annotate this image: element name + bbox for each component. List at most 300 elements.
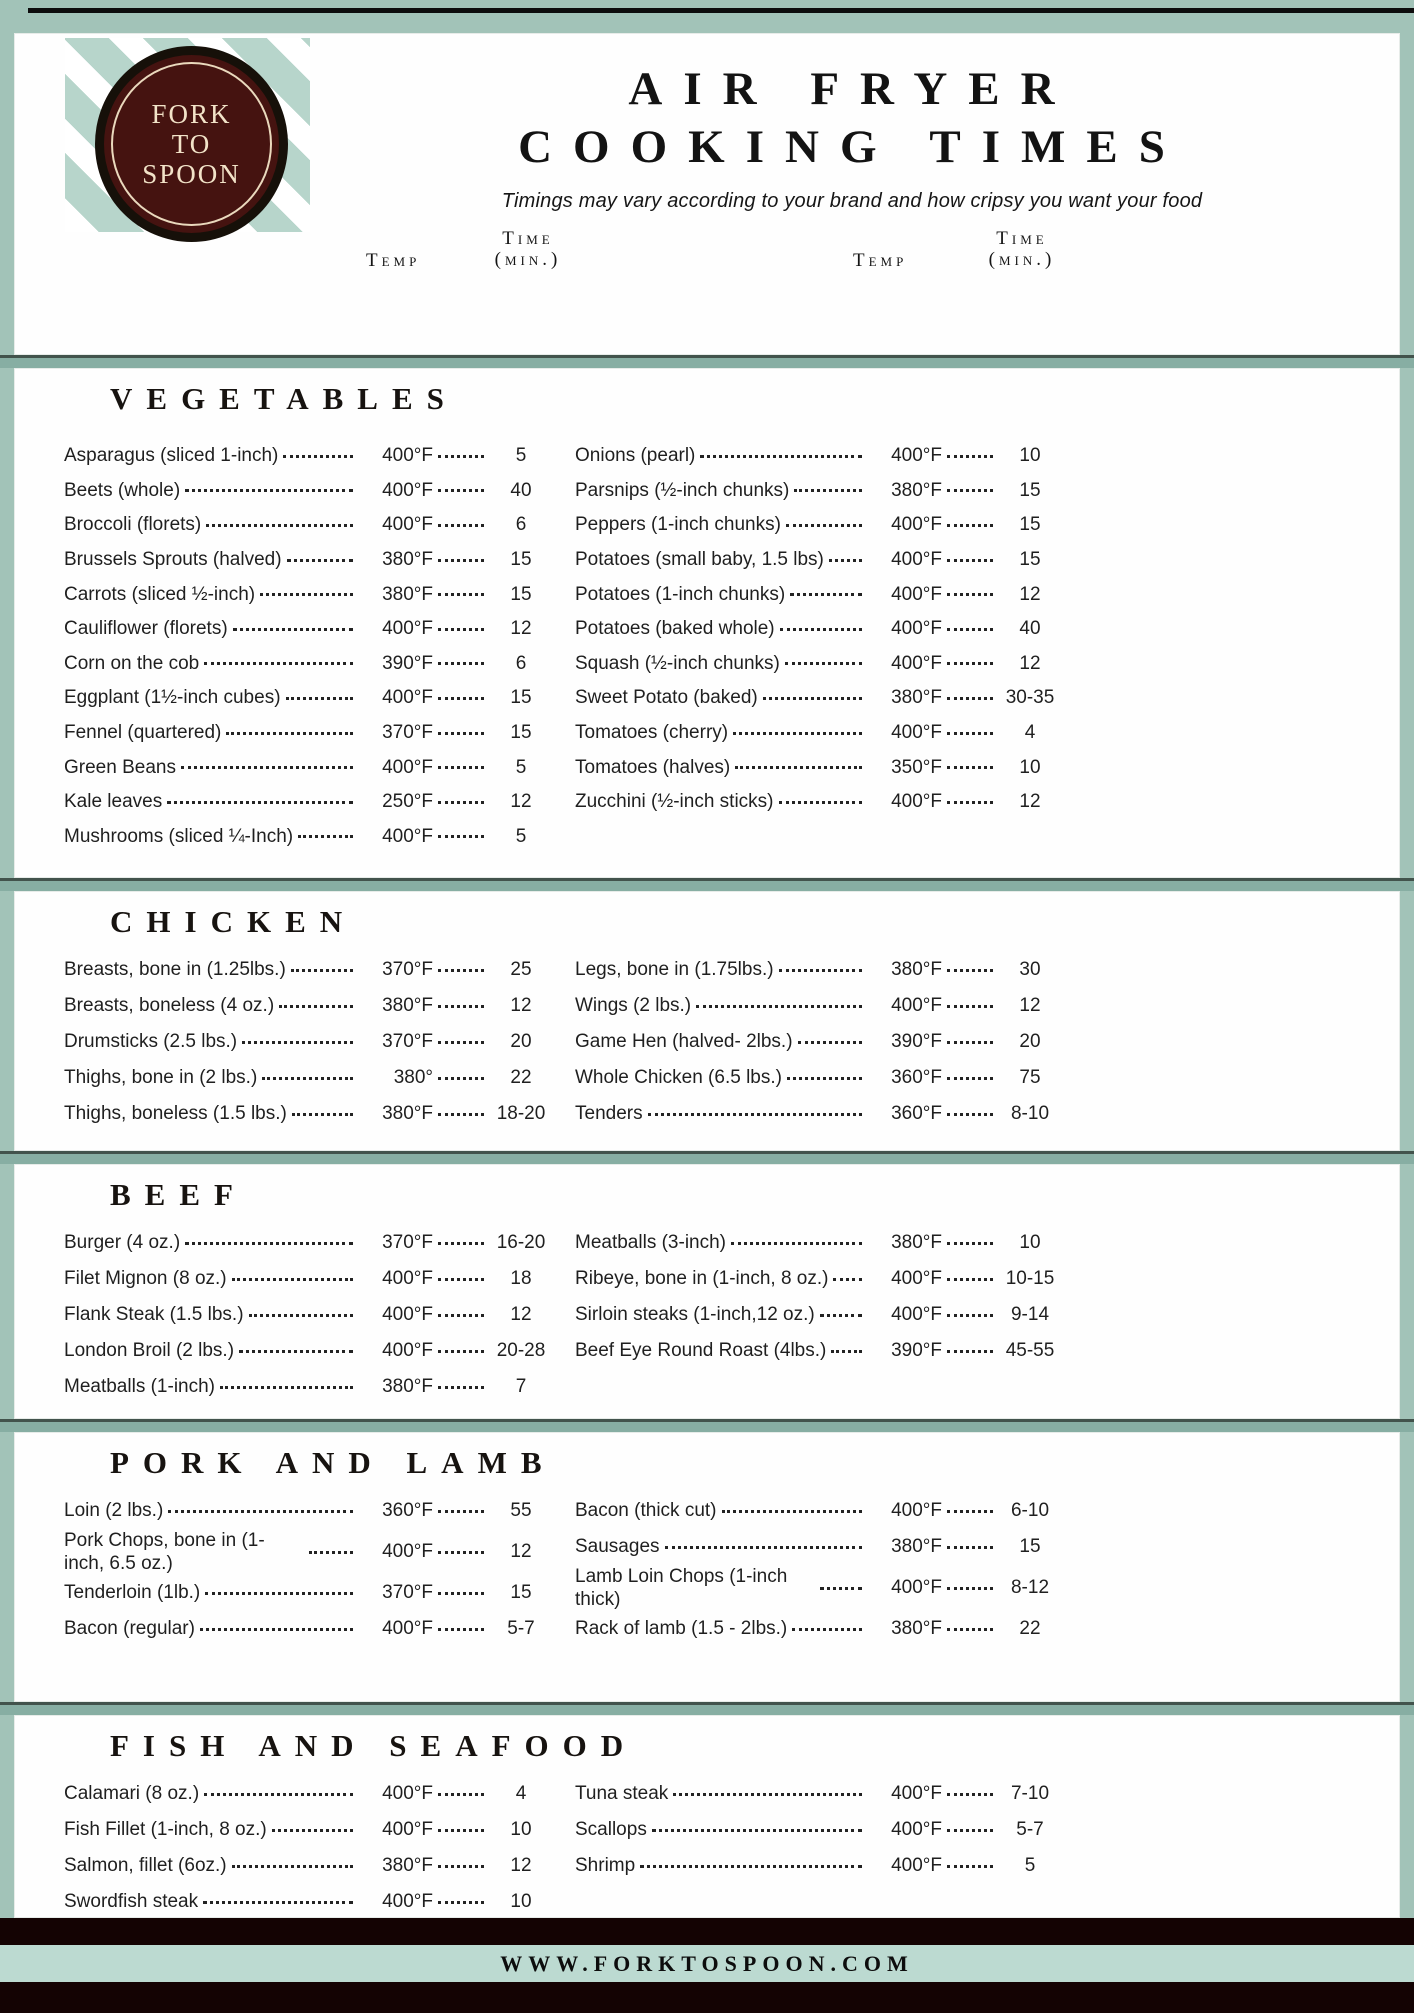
logo-text: [142, 99, 241, 190]
leader-dots-icon: [185, 489, 353, 492]
leader-dots-icon: [779, 969, 862, 972]
food-row: [575, 543, 1061, 578]
food-row: [575, 785, 1061, 820]
food-name: Zucchini (½-inch sticks): [575, 791, 774, 813]
food-time: 12: [510, 1304, 532, 1325]
food-row: [575, 612, 1061, 647]
food-time: 10: [510, 1819, 532, 1840]
food-row: [575, 1812, 1061, 1848]
leader-dots-icon: [947, 628, 993, 631]
food-temp: 390°F: [891, 1031, 942, 1052]
food-row: [64, 1261, 552, 1297]
leader-dots-icon: [947, 662, 993, 665]
title-block: [329, 61, 1375, 213]
leader-dots-icon: [438, 489, 484, 492]
leader-dots-icon: [438, 524, 484, 527]
food-name: Potatoes (1-inch chunks): [575, 583, 786, 605]
food-row: [64, 474, 552, 509]
column-header-temp-right: Temp: [853, 250, 908, 271]
food-time: 20: [510, 1031, 532, 1052]
leader-dots-icon: [260, 593, 353, 596]
food-temp: 370°F: [382, 959, 433, 980]
leader-dots-icon: [438, 1041, 484, 1044]
page-title-line1: AIR FRYER: [628, 63, 1076, 115]
food-row: [575, 988, 1061, 1024]
food-name: Beets (whole): [64, 479, 181, 501]
food-temp: 400°F: [891, 1819, 942, 1840]
food-column-left: [64, 1776, 552, 1920]
food-time: 5: [515, 756, 527, 778]
food-column-right: [575, 1776, 1061, 1884]
food-name: Eggplant (1½-inch cubes): [64, 687, 281, 709]
food-time: 10: [510, 1891, 532, 1912]
food-time: 15: [510, 722, 532, 744]
food-name: Swordfish steak: [64, 1891, 199, 1912]
section-divider: [0, 1702, 1414, 1715]
leader-dots-icon: [206, 524, 353, 527]
time-unit-label: (min.): [494, 249, 562, 270]
food-name: Squash (½-inch chunks): [575, 652, 780, 674]
food-time: 6: [515, 514, 527, 536]
food-name: Thighs, bone in (2 lbs.): [64, 1067, 258, 1088]
food-time: 12: [510, 791, 532, 813]
header-panel: [14, 33, 1400, 355]
leader-dots-icon: [798, 1041, 862, 1044]
food-name: Bacon (regular): [64, 1618, 195, 1640]
food-temp: 400°F: [382, 756, 433, 778]
food-time: 22: [1019, 1618, 1041, 1640]
page-title-line2: COOKING TIMES: [518, 120, 1186, 173]
food-temp: 400°F: [891, 791, 942, 813]
leader-dots-icon: [947, 1314, 993, 1317]
food-row: [575, 952, 1061, 988]
food-name: Sweet Potato (baked): [575, 687, 758, 709]
section-title: CHICKEN: [110, 904, 357, 939]
time-label: Time: [502, 228, 554, 249]
food-name: Wings (2 lbs.): [575, 995, 692, 1016]
food-temp: 380°: [393, 1067, 433, 1088]
leader-dots-icon: [947, 1587, 993, 1590]
food-temp: 400°F: [382, 479, 433, 501]
food-temp: 400°F: [891, 1855, 942, 1876]
food-name: Peppers (1-inch chunks): [575, 514, 781, 536]
food-time: 55: [510, 1500, 532, 1521]
food-time: 16-20: [496, 1232, 546, 1253]
food-row: [575, 647, 1061, 682]
food-temp: 400°F: [891, 1304, 942, 1325]
footer-dark-bar: [0, 1982, 1414, 2013]
leader-dots-icon: [279, 1005, 353, 1008]
food-row: [575, 508, 1061, 543]
leader-dots-icon: [438, 1113, 484, 1116]
leader-dots-icon: [438, 969, 484, 972]
food-time: 5: [515, 445, 527, 467]
food-name: Sirloin steaks (1-inch,12 oz.): [575, 1304, 815, 1325]
food-row: [64, 750, 552, 785]
food-temp: 360°F: [382, 1500, 433, 1521]
column-header-temp-left: Temp: [366, 250, 421, 271]
section-chicken: [14, 891, 1400, 1151]
food-time: 10-15: [1005, 1268, 1055, 1289]
leader-dots-icon: [779, 801, 863, 804]
leader-dots-icon: [438, 455, 484, 458]
food-name: Broccoli (florets): [64, 514, 202, 536]
food-temp: 400°F: [891, 1577, 942, 1599]
food-row: [575, 1297, 1061, 1333]
food-time: 12: [510, 1541, 532, 1563]
food-name: Shrimp: [575, 1855, 636, 1876]
food-column-right: [575, 1493, 1061, 1647]
food-name: Tomatoes (cherry): [575, 722, 729, 744]
food-row: [575, 681, 1061, 716]
food-time: 8-12: [1010, 1577, 1050, 1599]
food-time: 5-7: [507, 1618, 535, 1640]
food-time: 15: [1019, 479, 1041, 501]
food-name: Flank Steak (1.5 lbs.): [64, 1304, 244, 1325]
leader-dots-icon: [167, 801, 353, 804]
footer-band: [0, 1945, 1414, 1982]
section-pork-and-lamb: [14, 1432, 1400, 1702]
food-name: Breasts, bone in (1.25lbs.): [64, 959, 286, 980]
leader-dots-icon: [947, 524, 993, 527]
food-name: Potatoes (baked whole): [575, 618, 775, 640]
food-row: [64, 1493, 552, 1529]
food-name: Legs, bone in (1.75lbs.): [575, 959, 774, 980]
food-time: 30-35: [1005, 687, 1055, 709]
food-time: 75: [1019, 1067, 1041, 1088]
logo-line: FORK: [151, 98, 232, 129]
leader-dots-icon: [438, 1242, 484, 1245]
food-column-right: [575, 439, 1061, 820]
food-row: [64, 1575, 552, 1611]
food-name: London Broil (2 lbs.): [64, 1340, 235, 1361]
leader-dots-icon: [438, 628, 484, 631]
leader-dots-icon: [181, 766, 353, 769]
food-time: 15: [510, 1582, 532, 1604]
leader-dots-icon: [286, 697, 353, 700]
leader-dots-icon: [283, 455, 353, 458]
leader-dots-icon: [733, 732, 862, 735]
food-name: Lamb Loin Chops (1-inch thick): [575, 1566, 788, 1611]
website-url: WWW.FORKTOSPOON.COM: [500, 1950, 914, 1976]
food-column-right: [575, 1225, 1061, 1369]
leader-dots-icon: [947, 801, 993, 804]
logo-oval: [95, 46, 288, 242]
food-temp: 400°F: [382, 825, 433, 847]
leader-dots-icon: [640, 1865, 862, 1868]
food-time: 15: [510, 549, 532, 571]
food-name: Corn on the cob: [64, 652, 200, 674]
leader-dots-icon: [262, 1077, 353, 1080]
leader-dots-icon: [292, 1113, 353, 1116]
food-time: 20: [1019, 1031, 1041, 1052]
leader-dots-icon: [438, 766, 484, 769]
leader-dots-icon: [438, 1510, 484, 1513]
food-column-left: [64, 1493, 552, 1647]
food-row: [575, 474, 1061, 509]
food-row: [64, 1333, 552, 1369]
time-unit-label: (min.): [988, 249, 1056, 270]
column-header-time-right: [956, 228, 1088, 270]
section-divider: [0, 1151, 1414, 1164]
leader-dots-icon: [438, 593, 484, 596]
food-row: [64, 508, 552, 543]
leader-dots-icon: [947, 1510, 993, 1513]
food-time: 4: [515, 1783, 527, 1804]
food-name: Breasts, boneless (4 oz.): [64, 995, 275, 1016]
food-row: [64, 439, 552, 474]
food-temp: 390°F: [382, 652, 433, 674]
leader-dots-icon: [947, 1077, 993, 1080]
food-row: [64, 1848, 552, 1884]
food-name: Filet Mignon (8 oz.): [64, 1268, 227, 1289]
food-name: Kale leaves: [64, 791, 163, 813]
food-row: [64, 1024, 552, 1060]
food-time: 12: [510, 1855, 532, 1876]
food-row: [64, 1096, 552, 1132]
food-row: [64, 1611, 552, 1647]
food-row: [64, 952, 552, 988]
food-row: [64, 1776, 552, 1812]
section-title: PORK AND LAMB: [110, 1445, 556, 1480]
food-temp: 360°F: [891, 1103, 942, 1124]
leader-dots-icon: [947, 732, 993, 735]
food-time: 30: [1019, 959, 1041, 980]
leader-dots-icon: [438, 1005, 484, 1008]
leader-dots-icon: [735, 766, 862, 769]
leader-dots-icon: [438, 1314, 484, 1317]
footer: [0, 1918, 1414, 2013]
food-temp: 380°F: [891, 1232, 942, 1253]
food-temp: 380°F: [382, 583, 433, 605]
food-temp: 370°F: [382, 1031, 433, 1052]
leader-dots-icon: [947, 697, 993, 700]
food-name: Game Hen (halved- 2lbs.): [575, 1031, 793, 1052]
leader-dots-icon: [665, 1546, 862, 1549]
food-row: [64, 1369, 552, 1405]
leader-dots-icon: [272, 1829, 353, 1832]
food-temp: 400°F: [382, 1340, 433, 1361]
food-temp: 400°F: [382, 1304, 433, 1325]
leader-dots-icon: [239, 1350, 353, 1353]
food-temp: 400°F: [891, 618, 942, 640]
food-name: Meatballs (1-inch): [64, 1376, 215, 1397]
food-temp: 380°F: [891, 479, 942, 501]
food-temp: 400°F: [891, 1268, 942, 1289]
food-time: 25: [510, 959, 532, 980]
leader-dots-icon: [204, 662, 353, 665]
leader-dots-icon: [790, 593, 862, 596]
leader-dots-icon: [438, 662, 484, 665]
footer-dark-bar: [0, 1918, 1414, 1945]
food-temp: 370°F: [382, 1582, 433, 1604]
leader-dots-icon: [220, 1386, 353, 1389]
food-name: Brussels Sprouts (halved): [64, 549, 282, 571]
food-time: 5: [1024, 1855, 1036, 1876]
leader-dots-icon: [792, 1628, 862, 1631]
logo-line: TO: [171, 128, 212, 159]
leader-dots-icon: [205, 1592, 353, 1595]
leader-dots-icon: [438, 835, 484, 838]
food-row: [64, 1060, 552, 1096]
leader-dots-icon: [947, 1242, 993, 1245]
food-temp: 400°F: [382, 445, 433, 467]
food-temp: 400°F: [891, 652, 942, 674]
food-row: [575, 1529, 1061, 1565]
food-time: 40: [510, 479, 532, 501]
food-temp: 400°F: [382, 514, 433, 536]
leader-dots-icon: [947, 559, 993, 562]
food-row: [64, 647, 552, 682]
food-column-left: [64, 952, 552, 1132]
leader-dots-icon: [438, 1793, 484, 1796]
column-header-time-left: [462, 228, 594, 270]
food-time: 6: [515, 652, 527, 674]
food-time: 12: [510, 618, 532, 640]
leader-dots-icon: [438, 1551, 484, 1554]
food-temp: 250°F: [382, 791, 433, 813]
food-time: 15: [510, 583, 532, 605]
food-name: Tenderloin (1lb.): [64, 1582, 201, 1604]
food-row: [64, 820, 552, 855]
leader-dots-icon: [947, 455, 993, 458]
food-time: 5-7: [1016, 1819, 1044, 1840]
top-rule: [28, 8, 1414, 13]
food-row: [575, 1848, 1061, 1884]
leader-dots-icon: [947, 1113, 993, 1116]
food-name: Parsnips (½-inch chunks): [575, 479, 790, 501]
leader-dots-icon: [700, 455, 862, 458]
leader-dots-icon: [947, 1793, 993, 1796]
food-name: Calamari (8 oz.): [64, 1783, 200, 1804]
food-time: 18: [510, 1268, 532, 1289]
food-time: 22: [510, 1067, 532, 1088]
food-row: [575, 1225, 1061, 1261]
food-time: 40: [1019, 618, 1041, 640]
leader-dots-icon: [763, 697, 862, 700]
food-time: 15: [510, 687, 532, 709]
food-row: [575, 750, 1061, 785]
food-time: 9-14: [1010, 1304, 1050, 1325]
leader-dots-icon: [947, 593, 993, 596]
food-name: Green Beans: [64, 756, 176, 778]
section-title: VEGETABLES: [110, 381, 458, 416]
food-name: Beef Eye Round Roast (4lbs.): [575, 1340, 827, 1361]
food-time: 12: [1019, 652, 1041, 674]
section-title: BEEF: [110, 1177, 247, 1212]
food-name: Scallops: [575, 1819, 647, 1840]
leader-dots-icon: [287, 559, 353, 562]
leader-dots-icon: [833, 1278, 862, 1281]
fork-to-spoon-logo: [65, 38, 310, 232]
food-name: Thighs, boneless (1.5 lbs.): [64, 1103, 287, 1124]
leader-dots-icon: [696, 1005, 862, 1008]
food-name: Drumsticks (2.5 lbs.): [64, 1031, 238, 1052]
leader-dots-icon: [648, 1113, 862, 1116]
leader-dots-icon: [652, 1829, 862, 1832]
leader-dots-icon: [820, 1314, 862, 1317]
food-temp: 370°F: [382, 1232, 433, 1253]
food-name: Salmon, fillet (6oz.): [64, 1855, 227, 1876]
food-row: [575, 1493, 1061, 1529]
food-name: Asparagus (sliced 1-inch): [64, 445, 279, 467]
food-time: 10: [1019, 445, 1041, 467]
food-temp: 400°F: [891, 549, 942, 571]
leader-dots-icon: [947, 1278, 993, 1281]
food-row: [575, 1565, 1061, 1611]
food-temp: 400°F: [382, 1819, 433, 1840]
food-temp: 390°F: [891, 1340, 942, 1361]
time-label: Time: [996, 228, 1048, 249]
leader-dots-icon: [168, 1510, 353, 1513]
leader-dots-icon: [226, 732, 353, 735]
section-divider: [0, 355, 1414, 368]
food-name: Onions (pearl): [575, 445, 696, 467]
leader-dots-icon: [947, 1865, 993, 1868]
food-temp: 400°F: [382, 1268, 433, 1289]
food-temp: 400°F: [382, 1783, 433, 1804]
section-divider: [0, 1419, 1414, 1432]
leader-dots-icon: [249, 1314, 353, 1317]
leader-dots-icon: [438, 1829, 484, 1832]
leader-dots-icon: [947, 1628, 993, 1631]
top-border: [0, 0, 1414, 33]
leader-dots-icon: [947, 1005, 993, 1008]
leader-dots-icon: [233, 628, 353, 631]
food-temp: 350°F: [891, 756, 942, 778]
food-time: 8-10: [1010, 1103, 1050, 1124]
food-row: [64, 1225, 552, 1261]
food-temp: 400°F: [891, 722, 942, 744]
disclaimer-text: Timings may vary according to your brand and how cripsy you want your food: [501, 189, 1203, 212]
food-row: [575, 577, 1061, 612]
leader-dots-icon: [947, 1546, 993, 1549]
leader-dots-icon: [438, 697, 484, 700]
food-column-left: [64, 439, 552, 854]
food-temp: 400°F: [891, 514, 942, 536]
food-time: 7: [515, 1376, 527, 1397]
leader-dots-icon: [438, 1592, 484, 1595]
leader-dots-icon: [438, 1628, 484, 1631]
food-temp: 380°F: [382, 1376, 433, 1397]
food-row: [575, 1776, 1061, 1812]
leader-dots-icon: [947, 1829, 993, 1832]
food-name: Potatoes (small baby, 1.5 lbs): [575, 549, 824, 571]
food-time: 12: [1019, 791, 1041, 813]
food-column-right: [575, 952, 1061, 1132]
food-temp: 380°F: [382, 549, 433, 571]
food-time: 20-28: [496, 1340, 546, 1361]
leader-dots-icon: [291, 969, 353, 972]
leader-dots-icon: [232, 1865, 353, 1868]
food-name: Meatballs (3-inch): [575, 1232, 726, 1253]
food-name: Cauliflower (florets): [64, 618, 228, 640]
leader-dots-icon: [786, 524, 862, 527]
leader-dots-icon: [232, 1278, 353, 1281]
food-temp: 400°F: [891, 1500, 942, 1521]
leader-dots-icon: [438, 1278, 484, 1281]
food-temp: 400°F: [891, 1783, 942, 1804]
leader-dots-icon: [185, 1242, 353, 1245]
leader-dots-icon: [722, 1510, 863, 1513]
food-row: [64, 681, 552, 716]
leader-dots-icon: [438, 1865, 484, 1868]
food-row: [64, 785, 552, 820]
section-fish-and-seafood: [14, 1715, 1400, 1918]
food-row: [64, 988, 552, 1024]
food-row: [575, 716, 1061, 751]
leader-dots-icon: [438, 801, 484, 804]
